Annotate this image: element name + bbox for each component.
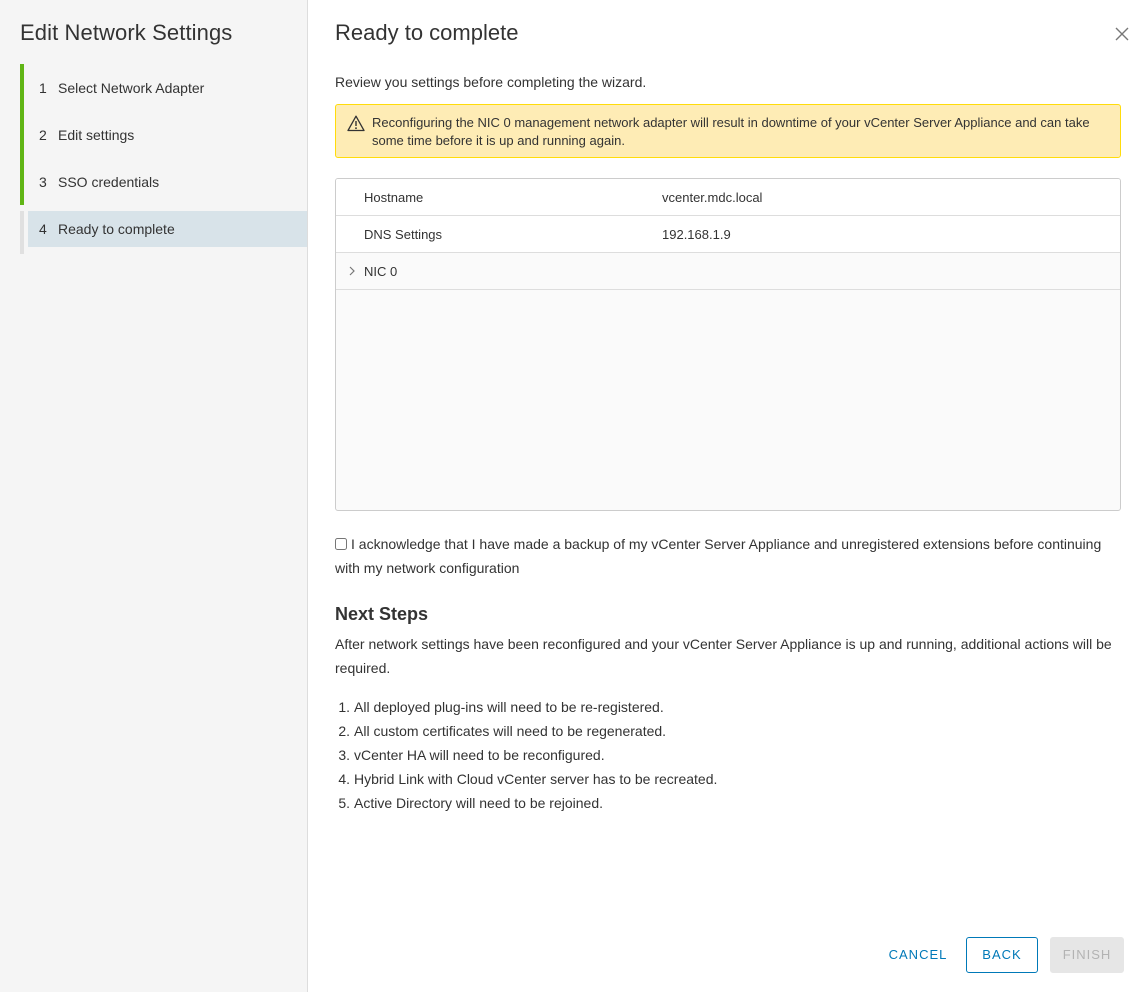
next-steps-description: After network settings have been reconfigured and your vCenter Server Appliance is up and running, additional actions will be required. bbox=[335, 636, 1112, 676]
list-item: 5. Active Directory will need to be rejoined. bbox=[338, 795, 604, 811]
grid-key: DNS Settings bbox=[364, 227, 443, 242]
step-ready-to-complete[interactable] bbox=[20, 211, 307, 247]
step-number: 4 bbox=[39, 221, 47, 237]
warning-alert-text: Reconfiguring the NIC 0 management network adapter will result in downtime of your vCenter Server Appliance and can take some time before it is up and running again. bbox=[372, 115, 1090, 148]
step-label: SSO credentials bbox=[58, 174, 160, 190]
back-button[interactable]: BACK bbox=[966, 937, 1038, 973]
step-progress-bar bbox=[20, 64, 24, 111]
step-number: 1 bbox=[39, 80, 47, 96]
grid-key: NIC 0 bbox=[364, 264, 398, 279]
warning-alert bbox=[335, 104, 1121, 158]
list-item: 1. All deployed plug-ins will need to be re-registered. bbox=[338, 699, 664, 715]
step-label: Select Network Adapter bbox=[58, 80, 205, 96]
wizard-title: Edit Network Settings bbox=[20, 20, 233, 45]
settings-grid bbox=[335, 178, 1121, 511]
grid-row-dns bbox=[336, 216, 1120, 253]
step-sso-credentials[interactable] bbox=[20, 164, 307, 200]
list-item: 4. Hybrid Link with Cloud vCenter server has to be recreated. bbox=[338, 771, 718, 787]
grid-key: Hostname bbox=[364, 190, 424, 205]
step-progress-bar bbox=[20, 158, 24, 205]
grid-row-nic0[interactable] bbox=[336, 253, 1120, 290]
step-edit-settings[interactable] bbox=[20, 117, 307, 153]
step-label: Ready to complete bbox=[58, 221, 175, 237]
step-number: 3 bbox=[39, 174, 47, 190]
step-progress-bar bbox=[20, 211, 24, 254]
acknowledge-label[interactable]: I acknowledge that I have made a backup of my vCenter Server Appliance and unregistered extensions before continuing with my network configuration bbox=[335, 536, 1102, 576]
acknowledge-row bbox=[335, 532, 1125, 580]
close-icon[interactable] bbox=[1114, 26, 1130, 42]
step-label: Edit settings bbox=[58, 127, 135, 143]
wizard-sidebar bbox=[0, 0, 308, 992]
warning-icon bbox=[347, 115, 365, 132]
step-number: 2 bbox=[39, 127, 47, 143]
step-select-network-adapter[interactable] bbox=[20, 70, 307, 106]
cancel-button[interactable]: CANCEL bbox=[888, 947, 948, 962]
next-steps-list bbox=[335, 695, 1121, 815]
acknowledge-checkbox[interactable] bbox=[335, 538, 347, 550]
grid-value: 192.168.1.9 bbox=[662, 227, 731, 242]
wizard-steps bbox=[20, 70, 307, 258]
grid-row-hostname bbox=[336, 179, 1120, 216]
grid-value: vcenter.mdc.local bbox=[662, 190, 763, 205]
page-title: Ready to complete bbox=[335, 20, 519, 45]
list-item: 3. vCenter HA will need to be reconfigured. bbox=[338, 747, 605, 763]
wizard-content bbox=[308, 0, 1144, 992]
list-item: 2. All custom certificates will need to be regenerated. bbox=[338, 723, 667, 739]
chevron-right-icon[interactable] bbox=[347, 265, 357, 277]
finish-button[interactable]: FINISH bbox=[1050, 937, 1124, 973]
next-steps-title: Next Steps bbox=[335, 604, 429, 624]
page-subtitle: Review you settings before completing the wizard. bbox=[335, 74, 647, 90]
step-progress-bar bbox=[20, 111, 24, 158]
